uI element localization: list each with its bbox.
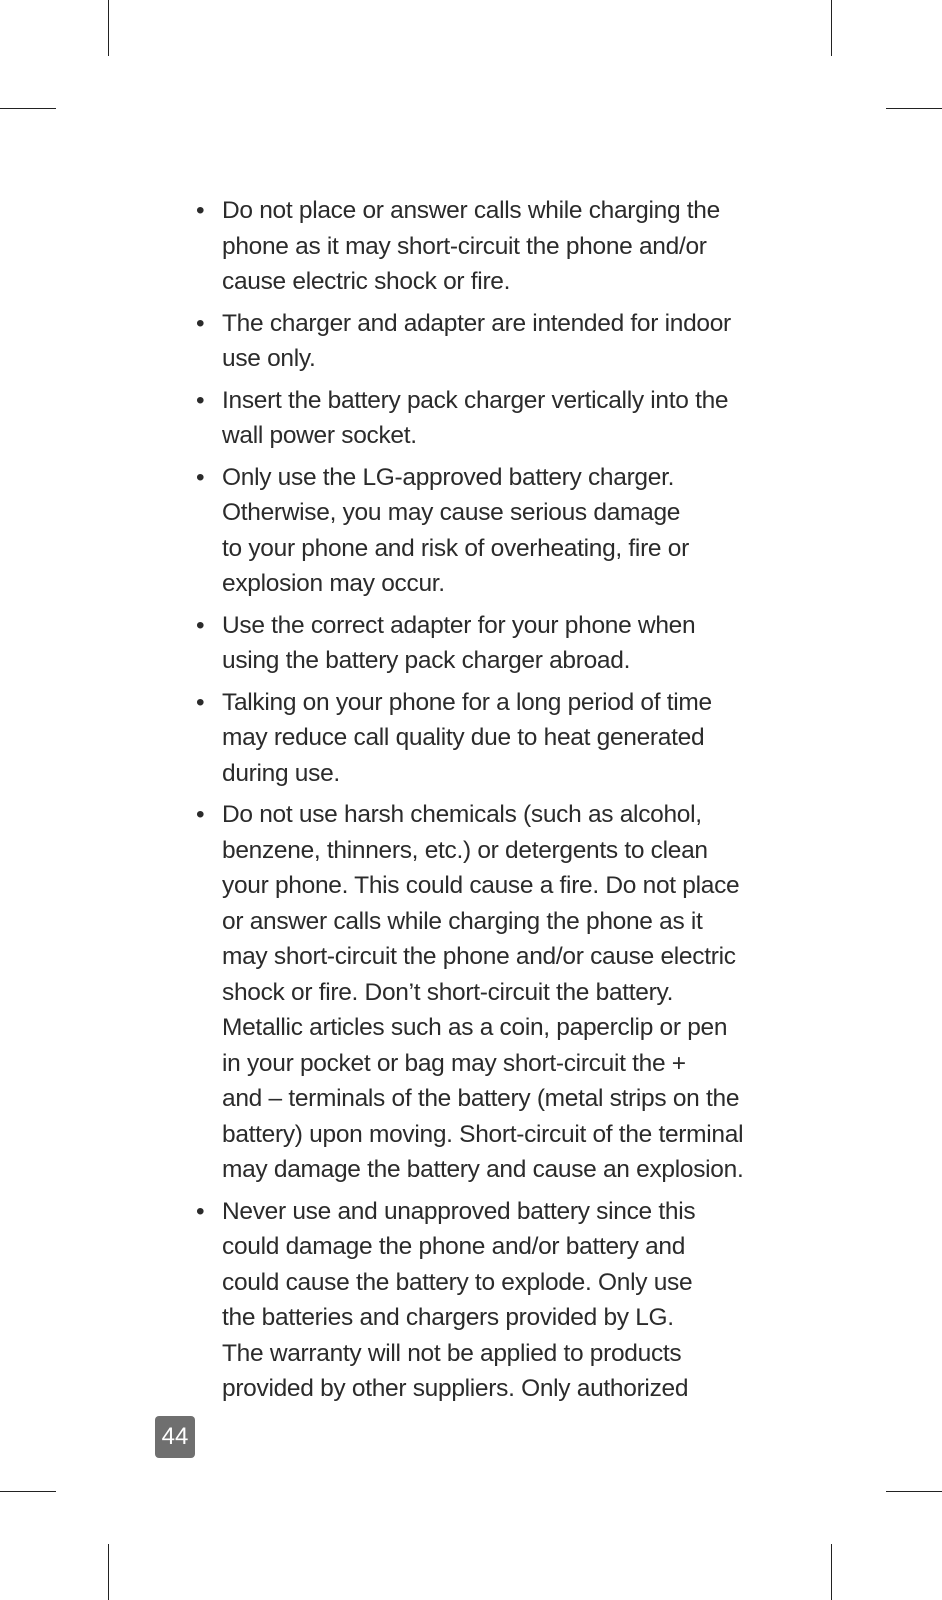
bullet-text-line: battery) upon moving. Short-circuit of the terminal bbox=[222, 1120, 744, 1148]
bullet-text-line: explosion may occur. bbox=[222, 570, 445, 597]
bullet-text-line: your phone. This could cause a fire. Do not place bbox=[222, 872, 740, 899]
crop-mark-bottom-left-horizontal bbox=[0, 1491, 56, 1492]
safety-guidelines-content bbox=[196, 193, 756, 1413]
bullet-text-line: The warranty will not be applied to products bbox=[222, 1339, 682, 1367]
crop-mark-top-left-vertical bbox=[108, 0, 109, 56]
bullet-item bbox=[196, 383, 756, 454]
bullet-text-line: wall power socket. bbox=[222, 422, 417, 449]
bullet-item bbox=[196, 193, 756, 300]
bullet-text-line: and – terminals of the battery (metal strips on the bbox=[222, 1085, 740, 1112]
bullet-item bbox=[196, 797, 756, 1188]
bullet-item bbox=[196, 306, 756, 377]
bullet-text-line: phone as it may short-circuit the phone and/or bbox=[222, 232, 707, 260]
bullet-text-line: the batteries and chargers provided by LG. bbox=[222, 1304, 674, 1331]
bullet-text-line: • Only use the LG-approved battery charger. bbox=[222, 463, 675, 491]
bullet-text-line: could cause the battery to explode. Only use bbox=[222, 1268, 693, 1296]
crop-mark-top-right-vertical bbox=[831, 0, 832, 56]
bullet-text-line: or answer calls while charging the phone as it bbox=[222, 907, 703, 935]
crop-mark-bottom-right-vertical bbox=[831, 1544, 832, 1600]
crop-mark-top-right-horizontal bbox=[886, 108, 942, 109]
bullet-text-line: Metallic articles such as a coin, paperclip or pen bbox=[222, 1014, 728, 1041]
bullet-text-line: shock or fire. Don’t short-circuit the battery. bbox=[222, 978, 674, 1006]
bullet-item bbox=[196, 1194, 756, 1407]
bullet-text-line: • Use the correct adapter for your phone when bbox=[222, 611, 696, 639]
bullet-text-line: • Do not place or answer calls while charging the bbox=[222, 197, 720, 224]
bullet-item bbox=[196, 460, 756, 602]
bullet-text-line: • Never use and unapproved battery since this bbox=[222, 1197, 696, 1225]
bullet-item bbox=[196, 608, 756, 679]
crop-mark-bottom-left-vertical bbox=[108, 1544, 109, 1600]
bullet-text-line: using the battery pack charger abroad. bbox=[222, 647, 631, 674]
bullet-text-line: benzene, thinners, etc.) or detergents to clean bbox=[222, 836, 708, 864]
bullet-text-line: use only. bbox=[222, 345, 316, 372]
bullet-list bbox=[196, 193, 756, 1407]
bullet-text-line: in your pocket or bag may short-circuit the + bbox=[222, 1049, 686, 1077]
crop-mark-bottom-right-horizontal bbox=[886, 1491, 942, 1492]
bullet-text-line: • Talking on your phone for a long period of time bbox=[222, 688, 712, 716]
bullet-text-line: • The charger and adapter are intended for indoor bbox=[222, 309, 731, 337]
crop-mark-top-left-horizontal bbox=[0, 108, 56, 109]
page-number-badge: 44 bbox=[155, 1416, 195, 1458]
bullet-text-line: during use. bbox=[222, 759, 340, 787]
bullet-text-line: may short-circuit the phone and/or cause electric bbox=[222, 943, 736, 970]
bullet-text-line: Otherwise, you may cause serious damage bbox=[222, 499, 681, 526]
bullet-text-line: • Do not use harsh chemicals (such as alcohol, bbox=[222, 801, 702, 828]
bullet-item bbox=[196, 685, 756, 792]
bullet-text-line: provided by other suppliers. Only authorized bbox=[222, 1375, 689, 1402]
bullet-text-line: cause electric shock or fire. bbox=[222, 268, 511, 295]
bullet-text-line: to your phone and risk of overheating, fire or bbox=[222, 534, 689, 562]
bullet-text-line: may damage the battery and cause an explosion. bbox=[222, 1156, 744, 1183]
bullet-text-line: could damage the phone and/or battery and bbox=[222, 1233, 686, 1260]
bullet-text-line: may reduce call quality due to heat generated bbox=[222, 724, 705, 751]
bullet-text-line: • Insert the battery pack charger vertically into the bbox=[222, 386, 729, 414]
